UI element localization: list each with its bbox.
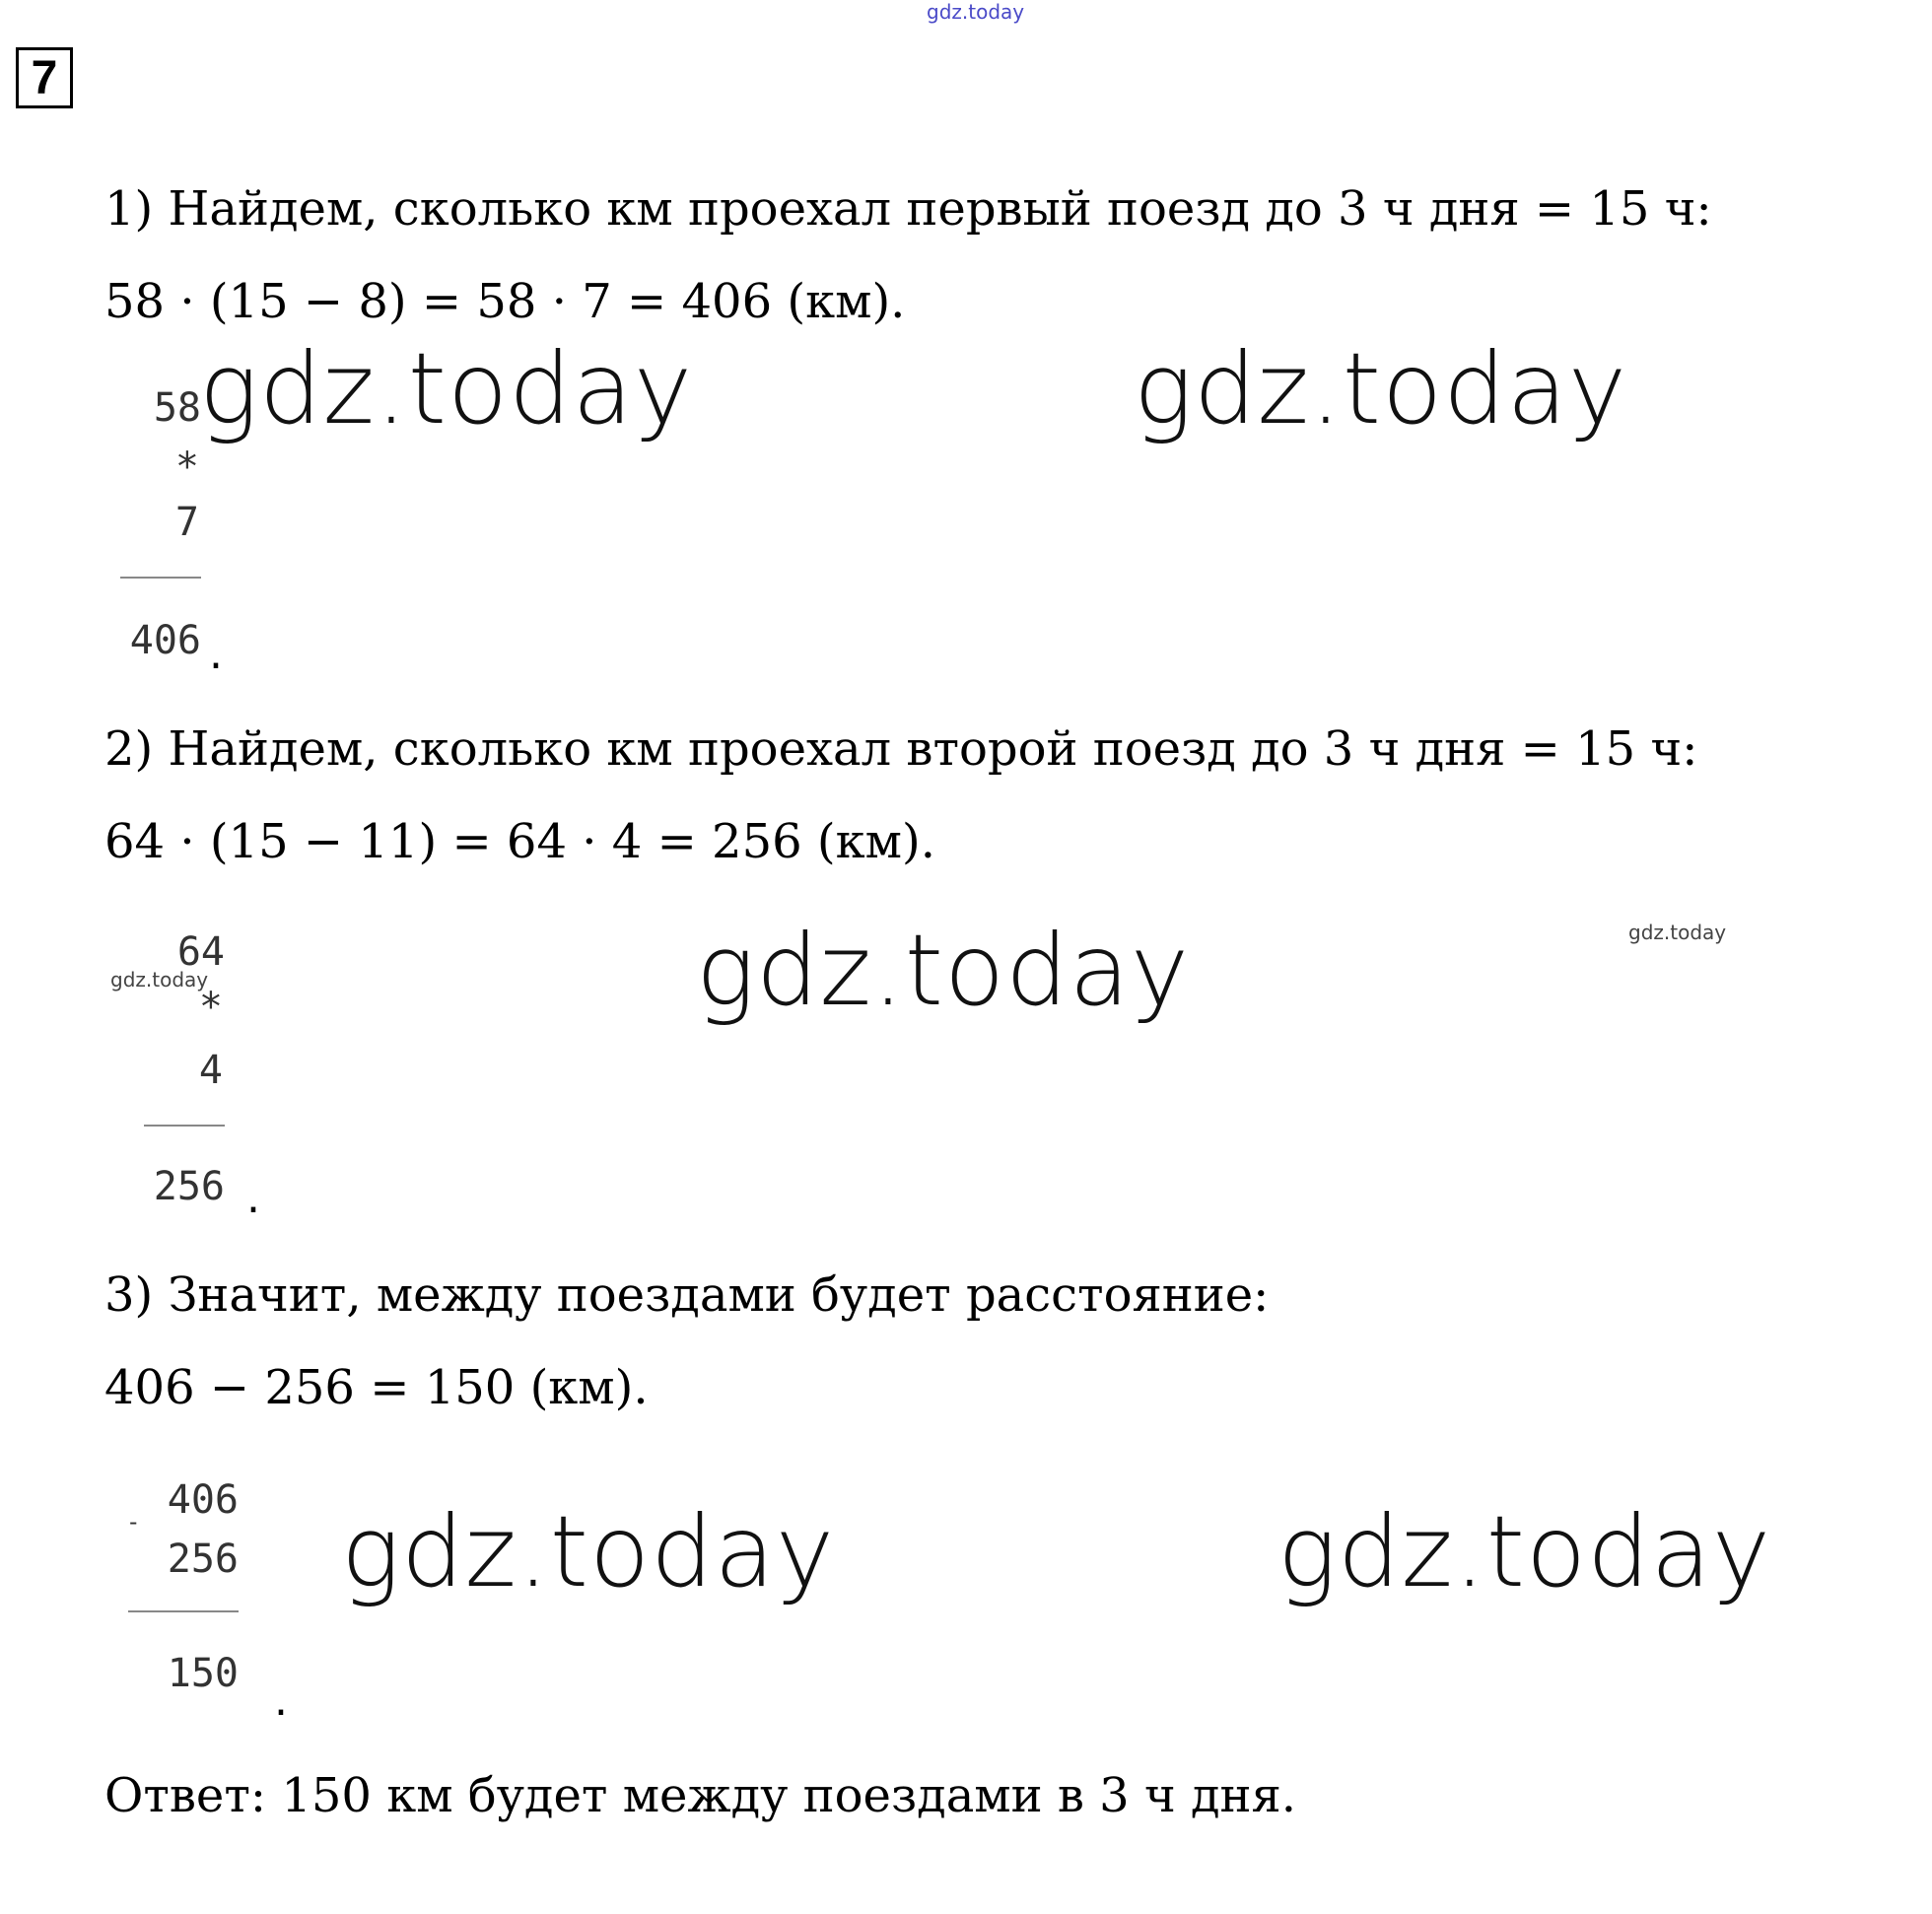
calc-3-op: - bbox=[126, 1508, 141, 1536]
step-3-expression: 406 − 256 = 150 (км). bbox=[104, 1360, 649, 1415]
watermark-small-left: gdz.today bbox=[110, 968, 209, 991]
watermark-top: gdz.today bbox=[927, 0, 1025, 24]
calc-3 bbox=[126, 1469, 239, 1764]
calc-3-top: 406 bbox=[167, 1477, 239, 1523]
watermark-small-right: gdz.today bbox=[1628, 921, 1727, 944]
calc-1-dot: . bbox=[209, 629, 223, 679]
step-1-text: 1) Найдем, сколько км проехал первый поезд до 3 ч дня = 15 ч: bbox=[104, 181, 1712, 237]
watermark-1: gdz.today bbox=[199, 331, 694, 446]
task-number-box bbox=[16, 47, 73, 108]
watermark-2: gdz.today bbox=[1134, 331, 1628, 446]
calc-3-dot: . bbox=[274, 1675, 288, 1726]
calc-2-top: 64 bbox=[176, 929, 225, 975]
step-1-expression: 58 · (15 − 8) = 58 · 7 = 406 (км). bbox=[104, 274, 906, 329]
step-2-text: 2) Найдем, сколько км проехал второй поезд до 3 ч дня = 15 ч: bbox=[104, 721, 1698, 777]
watermark-4: gdz.today bbox=[341, 1494, 836, 1609]
calc-1 bbox=[108, 375, 201, 670]
calc-2-result: 256 bbox=[153, 1164, 225, 1209]
calc-3-bottom: 256 bbox=[167, 1537, 239, 1582]
calc-3-result: 150 bbox=[167, 1651, 239, 1696]
task-number: 7 bbox=[31, 51, 58, 104]
watermark-3: gdz.today bbox=[696, 913, 1191, 1028]
calc-1-top: 58 bbox=[153, 385, 201, 431]
calc-2-bottom: 4 bbox=[198, 1048, 223, 1093]
calc-2-rule bbox=[144, 1125, 225, 1127]
calc-1-rule bbox=[120, 577, 201, 579]
calc-2-op: * bbox=[198, 985, 223, 1030]
calc-1-bottom: 7 bbox=[174, 500, 199, 545]
step-3-text: 3) Значит, между поездами будет расстояние: bbox=[104, 1267, 1270, 1323]
calc-2-dot: . bbox=[246, 1173, 260, 1223]
step-2-expression: 64 · (15 − 11) = 64 · 4 = 256 (км). bbox=[104, 814, 935, 869]
calc-3-rule bbox=[128, 1610, 239, 1612]
calc-1-op: * bbox=[174, 444, 199, 490]
answer-text: Ответ: 150 км будет между поездами в 3 ч дня. bbox=[104, 1768, 1297, 1823]
calc-1-result: 406 bbox=[129, 618, 201, 663]
calc-2 bbox=[132, 917, 225, 1212]
watermark-5: gdz.today bbox=[1277, 1494, 1772, 1609]
